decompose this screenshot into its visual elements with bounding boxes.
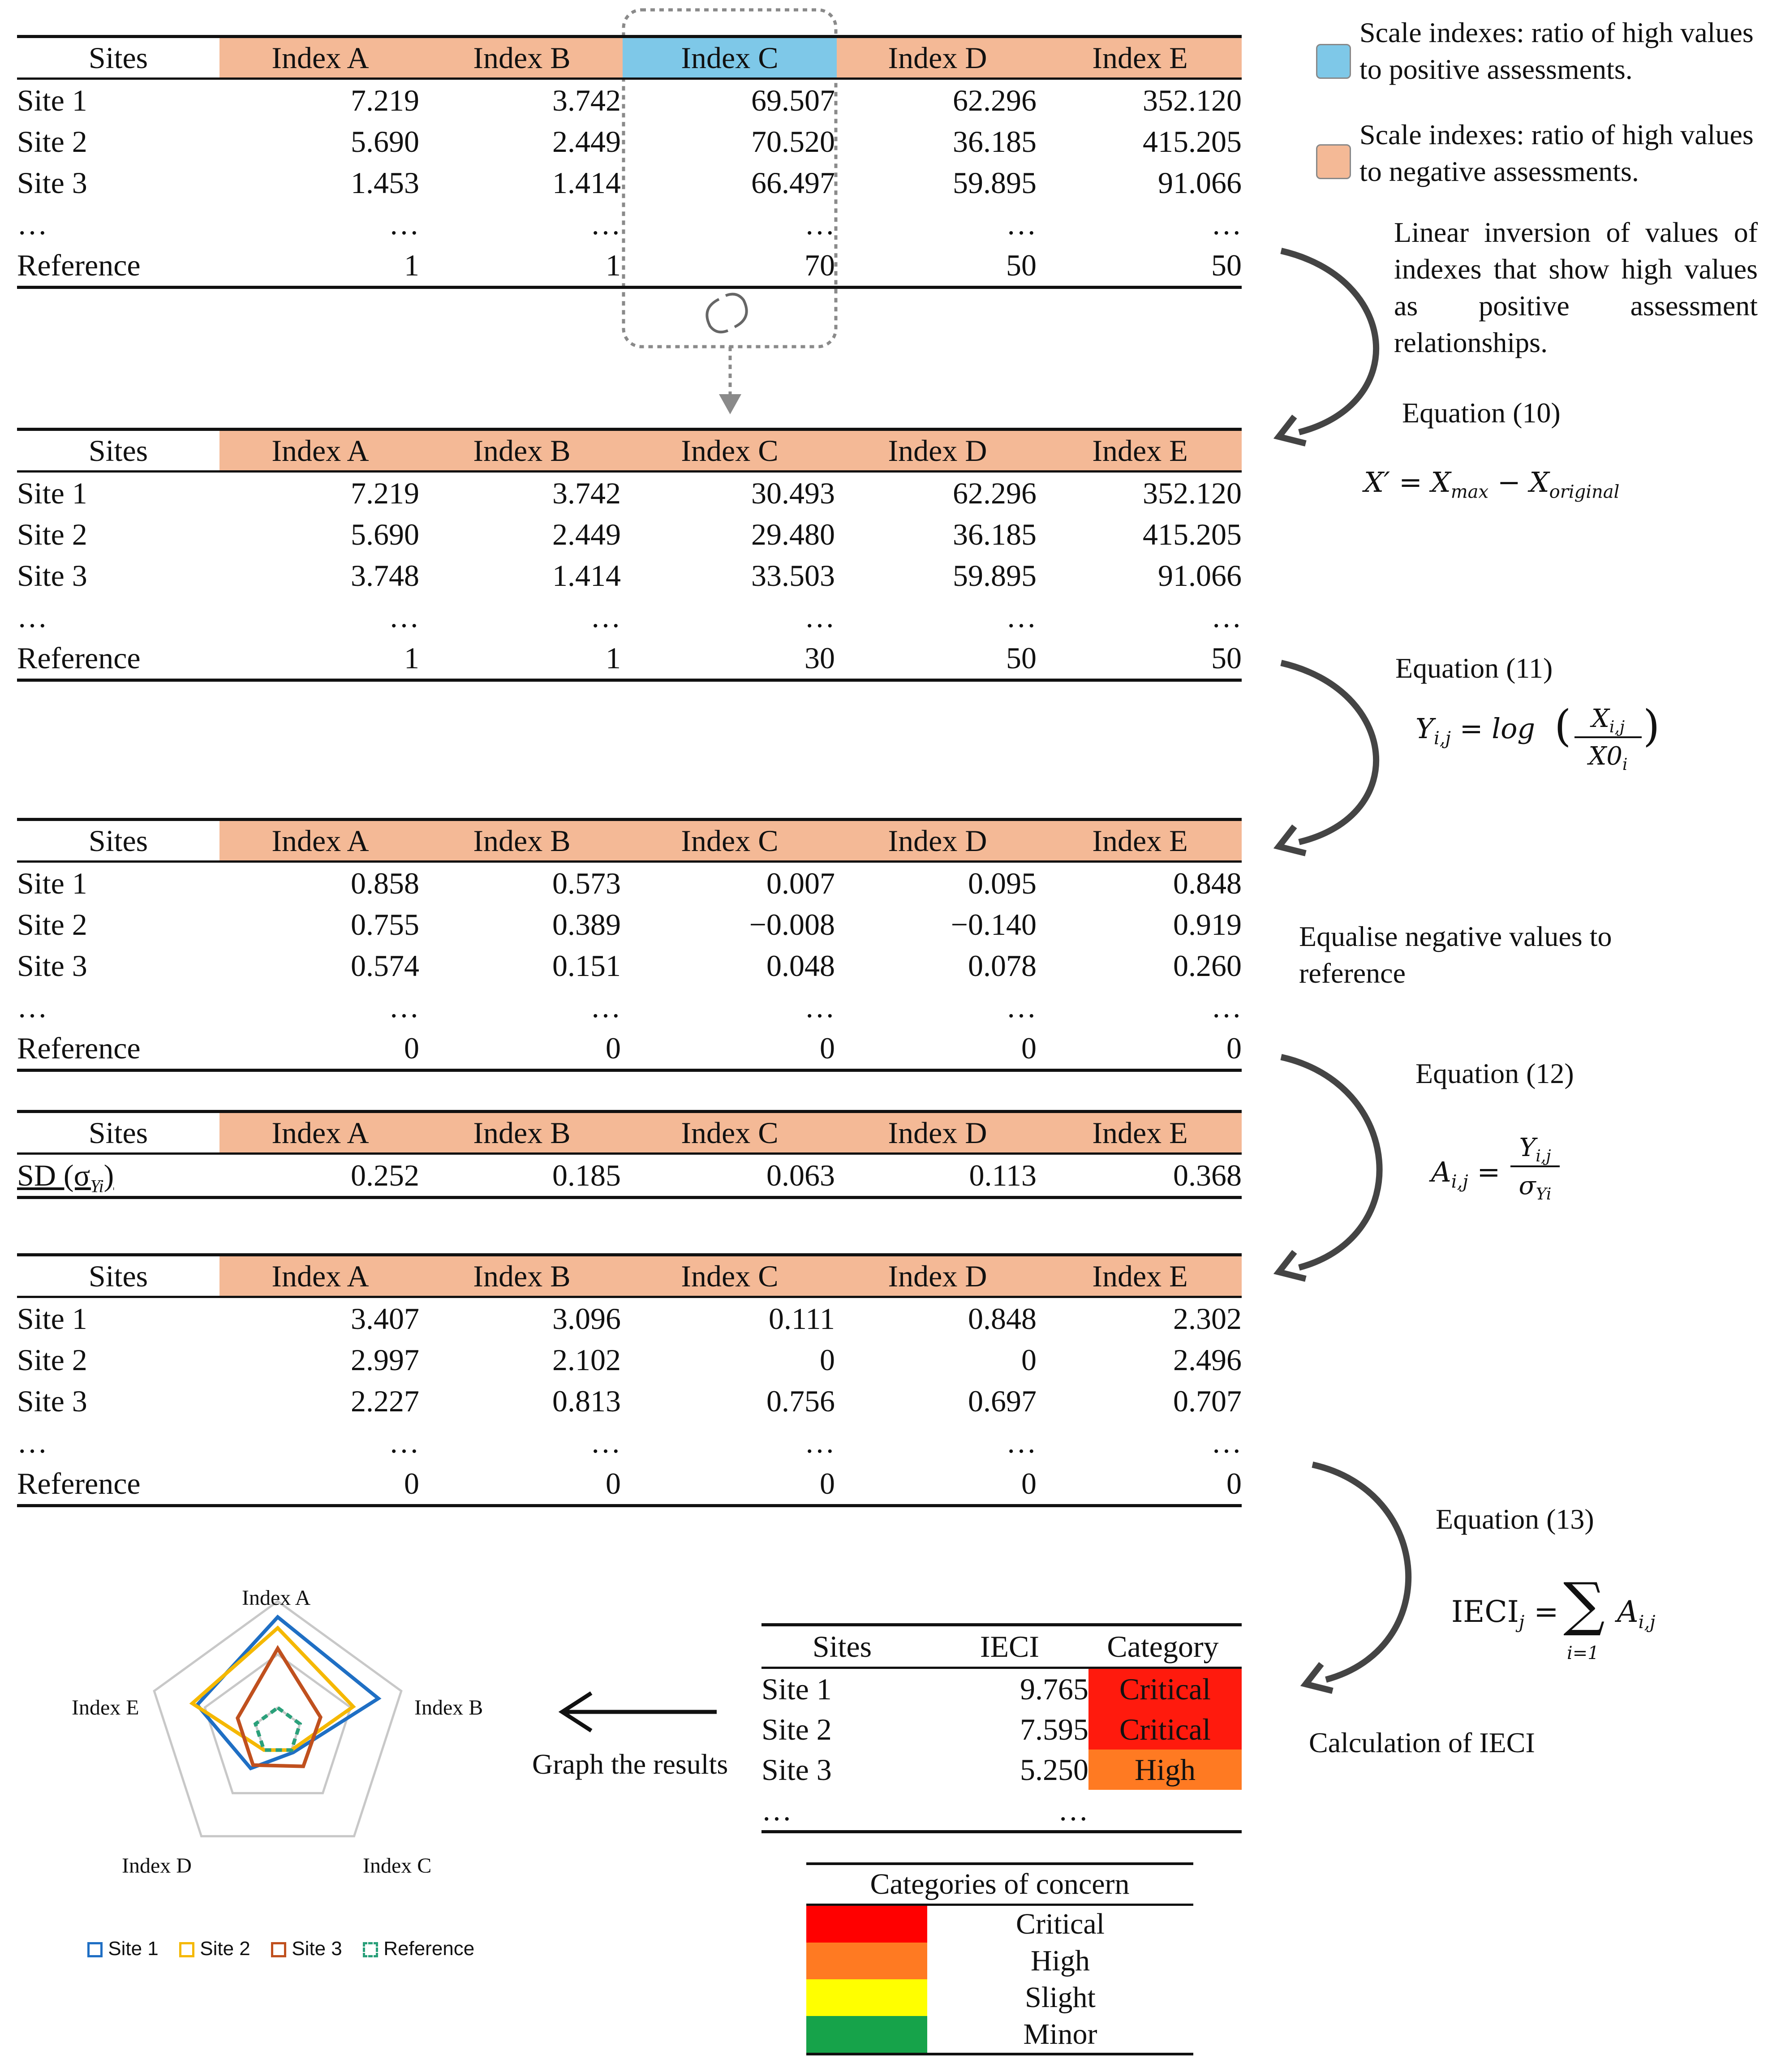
table-cell: … xyxy=(1211,600,1242,634)
ieci-row xyxy=(761,1669,1242,1709)
note-positive: Scale indexes: ratio of high values to positive assessments. xyxy=(1359,17,1754,85)
col-index-b: Index B xyxy=(421,821,623,860)
sd-label: SD $(\sigma_{Yi})$ xyxy=(17,1158,114,1196)
table-cell: 0 xyxy=(820,1031,835,1065)
table-header-row xyxy=(17,1110,1242,1155)
col-index-c: Index C xyxy=(623,1256,837,1296)
calc-ieci-text: Calculation of IECI xyxy=(1309,1727,1535,1758)
col-index-e: Index E xyxy=(1038,821,1242,860)
col-index-e: Index E xyxy=(1038,1256,1242,1296)
row-label: Site 2 xyxy=(17,125,87,159)
table-cell: 50 xyxy=(1006,248,1037,282)
categories-of-concern xyxy=(806,1862,1193,2055)
table-header-row xyxy=(17,428,1242,473)
table-cell: 30 xyxy=(804,641,835,675)
table-row xyxy=(17,203,1242,245)
table-cell: 0.848 xyxy=(1173,866,1242,900)
table-cell: 50 xyxy=(1211,641,1242,675)
equation-13-lhs: $IECI_j$ = xyxy=(1451,1595,1559,1633)
table-cell: 0 xyxy=(606,1466,621,1500)
category-label: Critical xyxy=(1016,1908,1105,1940)
table-cell: 2.997 xyxy=(351,1343,419,1377)
table-cell: 59.895 xyxy=(953,559,1037,593)
table-cell: 2.302 xyxy=(1173,1302,1242,1336)
table-row xyxy=(17,1027,1242,1072)
table-cell: 62.296 xyxy=(953,83,1037,117)
col-index-b: Index B xyxy=(421,1113,623,1152)
table-cell: 7.219 xyxy=(351,476,419,510)
radar-series-reference xyxy=(255,1708,300,1750)
table-cell: 415.205 xyxy=(1143,125,1242,159)
table-original-values xyxy=(17,35,1242,289)
table-cell: 3.748 xyxy=(351,559,419,593)
inversion-text: Linear inversion of values of indexes that show high values as positive assessment relationships. xyxy=(1394,216,1758,358)
ieci-value: 9.765 xyxy=(1020,1672,1088,1706)
table-cell: 7.219 xyxy=(351,83,419,117)
sd-row xyxy=(17,1155,1242,1199)
col-index-b: Index B xyxy=(421,38,623,77)
table-cell: −0.140 xyxy=(951,907,1037,941)
category-label: Minor xyxy=(1023,2018,1097,2051)
table-cell: 0.151 xyxy=(552,949,621,983)
ieci-table xyxy=(761,1623,1242,1833)
table-cell: 1.453 xyxy=(351,166,419,200)
table-cell: 0.573 xyxy=(552,866,621,900)
table-cell: 1 xyxy=(404,248,419,282)
sd-index-e: 0.368 xyxy=(1173,1158,1242,1192)
legend-site-3: Site 3 xyxy=(271,1938,342,1960)
table-cell: … xyxy=(1006,207,1037,241)
paren-right: ) xyxy=(1643,701,1660,751)
col-index-d: Index D xyxy=(837,431,1038,470)
note-negative: Scale indexes: ratio of high values to negative assessments. xyxy=(1359,119,1754,187)
table-cell: … xyxy=(590,600,621,634)
paren-left: ( xyxy=(1554,701,1571,751)
table-cell: 0.574 xyxy=(351,949,419,983)
table-cell: 36.185 xyxy=(953,125,1037,159)
equalise-text: Equalise negative values to reference xyxy=(1299,920,1612,989)
category-row xyxy=(806,1943,1193,1979)
step-arrow-3 xyxy=(1281,1057,1380,1268)
ieci-col-category: Category xyxy=(1107,1629,1219,1664)
col-index-b: Index B xyxy=(421,1256,623,1296)
table-cell: 0.111 xyxy=(769,1302,835,1336)
table-cell: … xyxy=(1006,600,1037,634)
dotted-down-arrowhead xyxy=(719,394,741,414)
table-cell: 62.296 xyxy=(953,476,1037,510)
table-cell: … xyxy=(590,1425,621,1459)
ieci-ellipsis-row xyxy=(761,1790,1242,1833)
table-cell: 33.503 xyxy=(751,559,835,593)
ieci-category: Critical xyxy=(1088,1669,1242,1709)
row-label: … xyxy=(17,600,47,634)
categories-title: Categories of concern xyxy=(806,1862,1193,1906)
table-cell: 5.690 xyxy=(351,517,419,551)
table-row xyxy=(17,1339,1242,1380)
table-cell: 0 xyxy=(1021,1466,1037,1500)
table-cell: 1.414 xyxy=(552,166,621,200)
equation-11: $Y_{i,j} = \log$ xyxy=(1415,712,1536,749)
table-cell: … xyxy=(389,1425,419,1459)
table-row xyxy=(17,904,1242,945)
table-cell: 0.697 xyxy=(968,1384,1037,1418)
table-cell: 50 xyxy=(1211,248,1242,282)
table-cell: … xyxy=(389,600,419,634)
table-cell: 2.449 xyxy=(552,517,621,551)
col-index-a: Index A xyxy=(219,431,421,470)
category-swatch xyxy=(806,1906,927,1943)
table-row xyxy=(17,121,1242,162)
table-cell: … xyxy=(590,207,621,241)
table-row xyxy=(17,80,1242,121)
col-index-a: Index A xyxy=(219,1256,421,1296)
table-cell: 0 xyxy=(1021,1343,1037,1377)
eq11-denominator: $X0_i$ xyxy=(1588,742,1628,774)
table-row xyxy=(17,162,1242,203)
radar-label-index-c: Index C xyxy=(363,1854,432,1878)
table-row xyxy=(17,245,1242,289)
table-cell: 0.007 xyxy=(766,866,835,900)
row-label: Reference xyxy=(17,1466,141,1500)
table-row xyxy=(17,945,1242,986)
table-cell: 0 xyxy=(820,1466,835,1500)
blue-swatch xyxy=(1316,44,1351,79)
table-cell: … xyxy=(1211,1425,1242,1459)
eq11-numerator: $X_{i,j}$ xyxy=(1574,704,1642,738)
equation-13-term: $A_{i,j}$ xyxy=(1617,1595,1656,1633)
table-cell: 91.066 xyxy=(1158,559,1242,593)
table-cell: 0.755 xyxy=(351,907,419,941)
table-cell: … xyxy=(804,990,835,1024)
radar-grid-ring xyxy=(154,1601,401,1836)
category-row xyxy=(806,2016,1193,2055)
ieci-site: Site 2 xyxy=(761,1712,832,1746)
sd-index-c: 0.063 xyxy=(766,1158,835,1192)
table-row xyxy=(17,986,1242,1027)
col-index-c: Index C xyxy=(623,431,837,470)
table-cell: … xyxy=(804,1425,835,1459)
col-index-e: Index E xyxy=(1038,1113,1242,1152)
eq13-label: Equation (13) xyxy=(1436,1503,1594,1535)
row-label: Site 3 xyxy=(17,949,87,983)
col-sites: Sites xyxy=(88,1259,148,1293)
ieci-row xyxy=(761,1709,1242,1750)
table-cell: 0.260 xyxy=(1173,949,1242,983)
table-cell: 2.449 xyxy=(552,125,621,159)
row-label: Site 3 xyxy=(17,1384,87,1418)
table-cell: 0.048 xyxy=(766,949,835,983)
row-label: Site 3 xyxy=(17,559,87,593)
table-cell: … xyxy=(590,990,621,1024)
col-index-e: Index E xyxy=(1038,38,1242,77)
col-index-e: Index E xyxy=(1038,431,1242,470)
ieci-col-sites: Sites xyxy=(812,1629,872,1664)
sigma-symbol: ∑ xyxy=(1563,1570,1605,1638)
table-row xyxy=(17,555,1242,596)
col-index-d: Index D xyxy=(837,1256,1038,1296)
row-label: Reference xyxy=(17,641,141,675)
swap-icon xyxy=(707,294,746,332)
col-index-a: Index A xyxy=(219,38,421,77)
category-swatch xyxy=(806,1943,927,1979)
table-row xyxy=(17,637,1242,682)
table-cell: 2.496 xyxy=(1173,1343,1242,1377)
col-index-c: Index C xyxy=(623,38,837,77)
graph-results-text: Graph the results xyxy=(532,1748,728,1780)
table-cell: 1.414 xyxy=(552,559,621,593)
table-cell: 36.185 xyxy=(953,517,1037,551)
equation-12: $A_{i,j}$ = xyxy=(1431,1156,1501,1192)
table-cell: 5.690 xyxy=(351,125,419,159)
row-label: Site 1 xyxy=(17,476,87,510)
table-cell: 0.707 xyxy=(1173,1384,1242,1418)
table-cell: … xyxy=(1006,1425,1037,1459)
ieci-site: Site 3 xyxy=(761,1753,832,1787)
table-cell: 0 xyxy=(820,1343,835,1377)
table-cell: … xyxy=(1211,207,1242,241)
table-cell: 91.066 xyxy=(1158,166,1242,200)
category-swatch xyxy=(806,2016,927,2053)
step-arrow-4 xyxy=(1312,1465,1408,1680)
table-cell: 69.507 xyxy=(751,83,835,117)
table-cell: 3.407 xyxy=(351,1302,419,1336)
category-row xyxy=(806,1906,1193,1943)
category-label: High xyxy=(1031,1944,1090,1977)
radar-label-index-d: Index D xyxy=(122,1854,192,1878)
table-cell: 0 xyxy=(404,1466,419,1500)
row-label: … xyxy=(17,207,47,241)
table-cell: 0.078 xyxy=(968,949,1037,983)
row-label: Reference xyxy=(17,248,141,282)
table-cell: 59.895 xyxy=(953,166,1037,200)
col-index-d: Index D xyxy=(837,821,1038,860)
table-cell: 1 xyxy=(404,641,419,675)
col-index-a: Index A xyxy=(219,821,421,860)
row-label: Site 2 xyxy=(17,907,87,941)
orange-swatch xyxy=(1316,144,1351,179)
ieci-ellipsis: … xyxy=(761,1793,792,1827)
row-label: Site 2 xyxy=(17,1343,87,1377)
sd-index-b: 0.185 xyxy=(552,1158,621,1192)
table-cell: 0.389 xyxy=(552,907,621,941)
table-cell: 70 xyxy=(804,248,835,282)
col-sites: Sites xyxy=(88,824,148,858)
equation-10: $X' = X_{max} - X_{original}$ xyxy=(1364,466,1620,503)
row-label: … xyxy=(17,990,47,1024)
col-sites: Sites xyxy=(88,1116,148,1150)
sigma-lower: i=1 xyxy=(1567,1643,1599,1664)
table-header-row xyxy=(17,1253,1242,1298)
table-cell: 66.497 xyxy=(751,166,835,200)
table-cell: … xyxy=(804,207,835,241)
col-index-a: Index A xyxy=(219,1113,421,1152)
ieci-value: 5.250 xyxy=(1020,1753,1088,1787)
table-cell: 0.858 xyxy=(351,866,419,900)
ieci-category: Critical xyxy=(1088,1709,1242,1750)
legend-site-2: Site 2 xyxy=(179,1938,250,1960)
row-label: Reference xyxy=(17,1031,141,1065)
table-cell: 0 xyxy=(404,1031,419,1065)
col-sites: Sites xyxy=(88,41,148,75)
table-log-values xyxy=(17,818,1242,1072)
radar-label-index-e: Index E xyxy=(72,1696,139,1720)
table-cell: 0 xyxy=(1021,1031,1037,1065)
table-row xyxy=(17,1422,1242,1463)
row-label: Site 3 xyxy=(17,166,87,200)
ieci-value: 7.595 xyxy=(1020,1712,1088,1746)
category-row xyxy=(806,1979,1193,2016)
eq12-label: Equation (12) xyxy=(1415,1057,1574,1089)
col-index-d: Index D xyxy=(837,38,1038,77)
table-cell: … xyxy=(1006,990,1037,1024)
table-header-row xyxy=(17,818,1242,863)
table-row xyxy=(17,863,1242,904)
table-header-row xyxy=(17,35,1242,80)
col-sites: Sites xyxy=(88,434,148,468)
row-label: Site 2 xyxy=(17,517,87,551)
table-cell: 0 xyxy=(1226,1031,1242,1065)
ieci-row xyxy=(761,1750,1242,1790)
step-arrow-2 xyxy=(1281,663,1376,842)
col-index-b: Index B xyxy=(421,431,623,470)
table-row xyxy=(17,596,1242,637)
ieci-site: Site 1 xyxy=(761,1672,832,1706)
radar-label-index-a: Index A xyxy=(242,1586,311,1610)
row-label: … xyxy=(17,1425,47,1459)
col-index-c: Index C xyxy=(623,821,837,860)
eq12-denominator: $\sigma_{Yi}$ xyxy=(1519,1171,1552,1204)
table-row xyxy=(17,1463,1242,1507)
category-swatch xyxy=(806,1979,927,2016)
table-cell: −0.008 xyxy=(749,907,835,941)
ieci-header-row xyxy=(761,1623,1242,1669)
eq11-label: Equation (11) xyxy=(1395,652,1553,684)
table-standardised-values xyxy=(17,1253,1242,1507)
sd-index-a: 0.252 xyxy=(351,1158,419,1192)
table-cell: 0.095 xyxy=(968,866,1037,900)
row-label: Site 1 xyxy=(17,866,87,900)
table-cell: 3.742 xyxy=(552,83,621,117)
table-cell: 1 xyxy=(606,248,621,282)
col-index-d: Index D xyxy=(837,1113,1038,1152)
eq10-label: Equation (10) xyxy=(1402,397,1561,429)
table-cell: … xyxy=(1211,990,1242,1024)
table-cell: … xyxy=(804,600,835,634)
table-cell: 352.120 xyxy=(1143,476,1242,510)
table-cell: 0.848 xyxy=(968,1302,1037,1336)
table-cell: 0.756 xyxy=(766,1384,835,1418)
table-row xyxy=(17,473,1242,514)
ieci-category: High xyxy=(1088,1750,1242,1790)
table-cell: 50 xyxy=(1006,641,1037,675)
table-cell: 3.742 xyxy=(552,476,621,510)
table-cell: 3.096 xyxy=(552,1302,621,1336)
table-cell: 2.102 xyxy=(552,1343,621,1377)
radar-chart xyxy=(67,1577,515,1890)
step-arrow-1 xyxy=(1281,251,1376,432)
category-label: Slight xyxy=(1025,1981,1096,2014)
legend-reference: Reference xyxy=(363,1938,474,1960)
table-cell: 0 xyxy=(1226,1466,1242,1500)
table-cell: 352.120 xyxy=(1143,83,1242,117)
table-standard-deviation xyxy=(17,1110,1242,1199)
ieci-ellipsis: … xyxy=(1058,1793,1088,1827)
table-cell: … xyxy=(389,990,419,1024)
table-cell: 1 xyxy=(606,641,621,675)
table-cell: 30.493 xyxy=(751,476,835,510)
legend-site-1: Site 1 xyxy=(87,1938,159,1960)
row-label: Site 1 xyxy=(17,83,87,117)
radar-label-index-b: Index B xyxy=(414,1696,483,1720)
table-cell: 0.919 xyxy=(1173,907,1242,941)
eq12-numerator: $Y_{i,j}$ xyxy=(1510,1133,1560,1167)
table-cell: 70.520 xyxy=(751,125,835,159)
sd-index-d: 0.113 xyxy=(969,1158,1037,1192)
table-row xyxy=(17,1380,1242,1422)
col-index-c: Index C xyxy=(623,1113,837,1152)
table-cell: … xyxy=(389,207,419,241)
table-inverted-values xyxy=(17,428,1242,682)
row-label: Site 1 xyxy=(17,1302,87,1336)
table-row xyxy=(17,1298,1242,1339)
ieci-col-ieci: IECI xyxy=(980,1629,1039,1664)
table-cell: 0 xyxy=(606,1031,621,1065)
table-cell: 2.227 xyxy=(351,1384,419,1418)
table-cell: 0.813 xyxy=(552,1384,621,1418)
table-cell: 415.205 xyxy=(1143,517,1242,551)
table-cell: 29.480 xyxy=(751,517,835,551)
table-row xyxy=(17,514,1242,555)
